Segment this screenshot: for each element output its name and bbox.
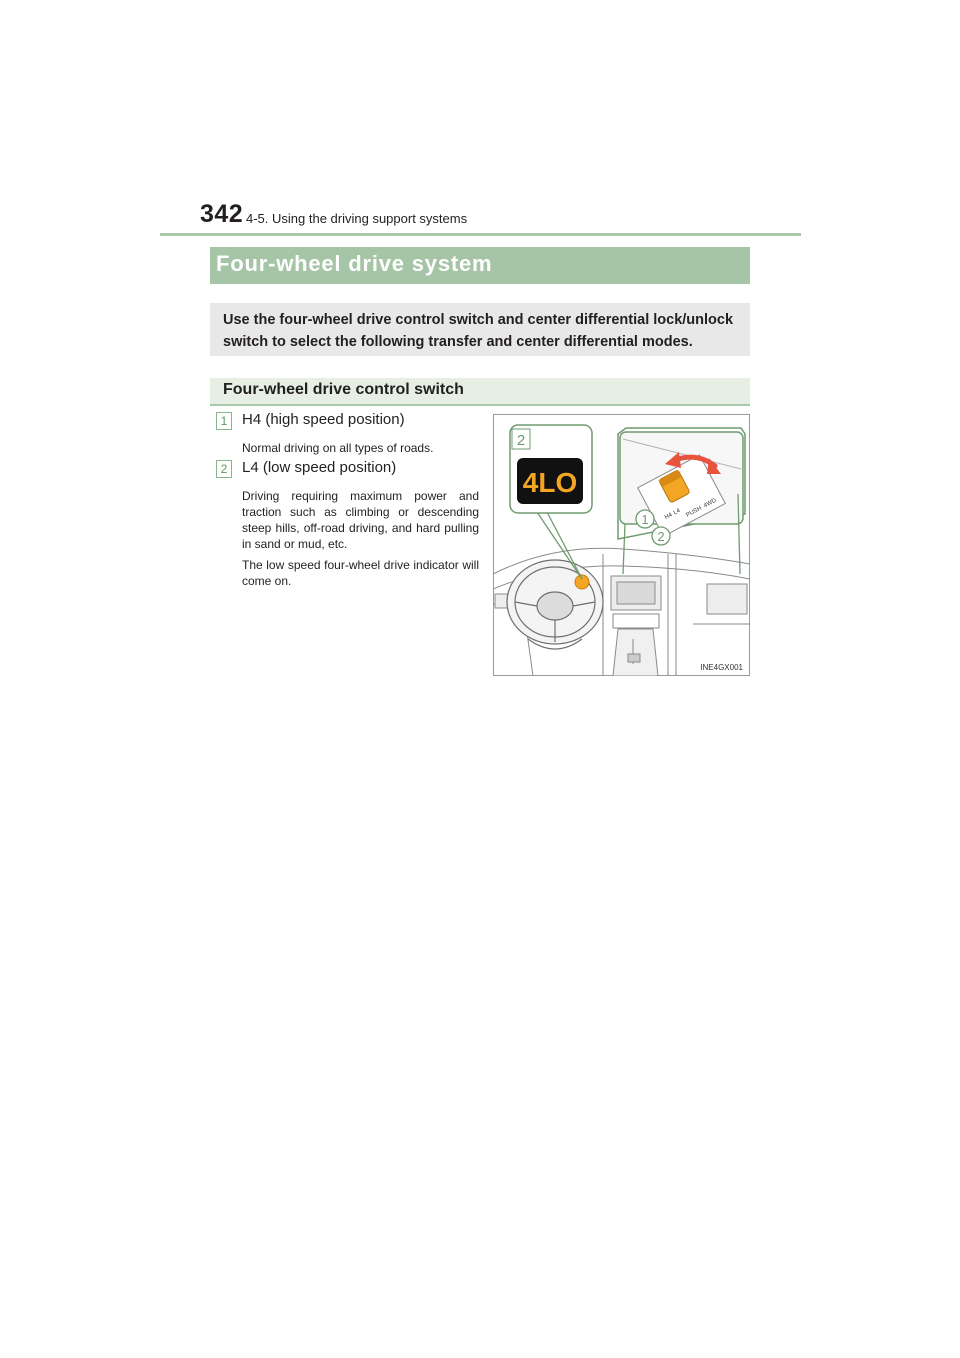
item-number-1: 1 (216, 412, 232, 430)
dashboard-illustration (493, 414, 750, 676)
item-heading-2: L4 (low speed position) (242, 459, 397, 476)
figure-code: INE4GX001 (700, 663, 743, 672)
switch-label-push: PUSH (685, 505, 703, 519)
switch-label-4wd: 4WD (702, 497, 718, 510)
subheading: Four-wheel drive control switch (223, 381, 464, 398)
callout-1: 1 (641, 512, 649, 527)
item-body-2-note: The low speed four-wheel drive indicator will come on. (242, 558, 479, 588)
indicator-4lo: 4LO (522, 467, 578, 498)
callout-2-indicator: 2 (516, 432, 526, 449)
section-title: 4-5. Using the driving support systems (246, 211, 468, 226)
page-number: 342 (200, 200, 244, 228)
page-title: Four-wheel drive system (216, 251, 493, 276)
switch-label-l4: L4 (672, 507, 682, 517)
item-body-2: Driving requiring maximum power and traction such as climbing or descending steep hills, off-road driving, and hard pulling in sand or mud, etc. (242, 489, 479, 551)
title-bar (210, 247, 750, 284)
intro-box (210, 303, 750, 356)
callout-2: 2 (657, 529, 665, 544)
subheading-bar (210, 378, 750, 406)
header-divider (160, 233, 801, 236)
switch-label-h4: H4 (663, 512, 674, 522)
intro-text: Use the four-wheel drive control switch and center differential lock/unlock switch to select the following transfer and center differential modes. (223, 312, 734, 350)
item-number-2: 2 (216, 460, 232, 478)
item-body-1: Normal driving on all types of roads. (242, 441, 434, 455)
item-heading-1: H4 (high speed position) (242, 411, 405, 428)
